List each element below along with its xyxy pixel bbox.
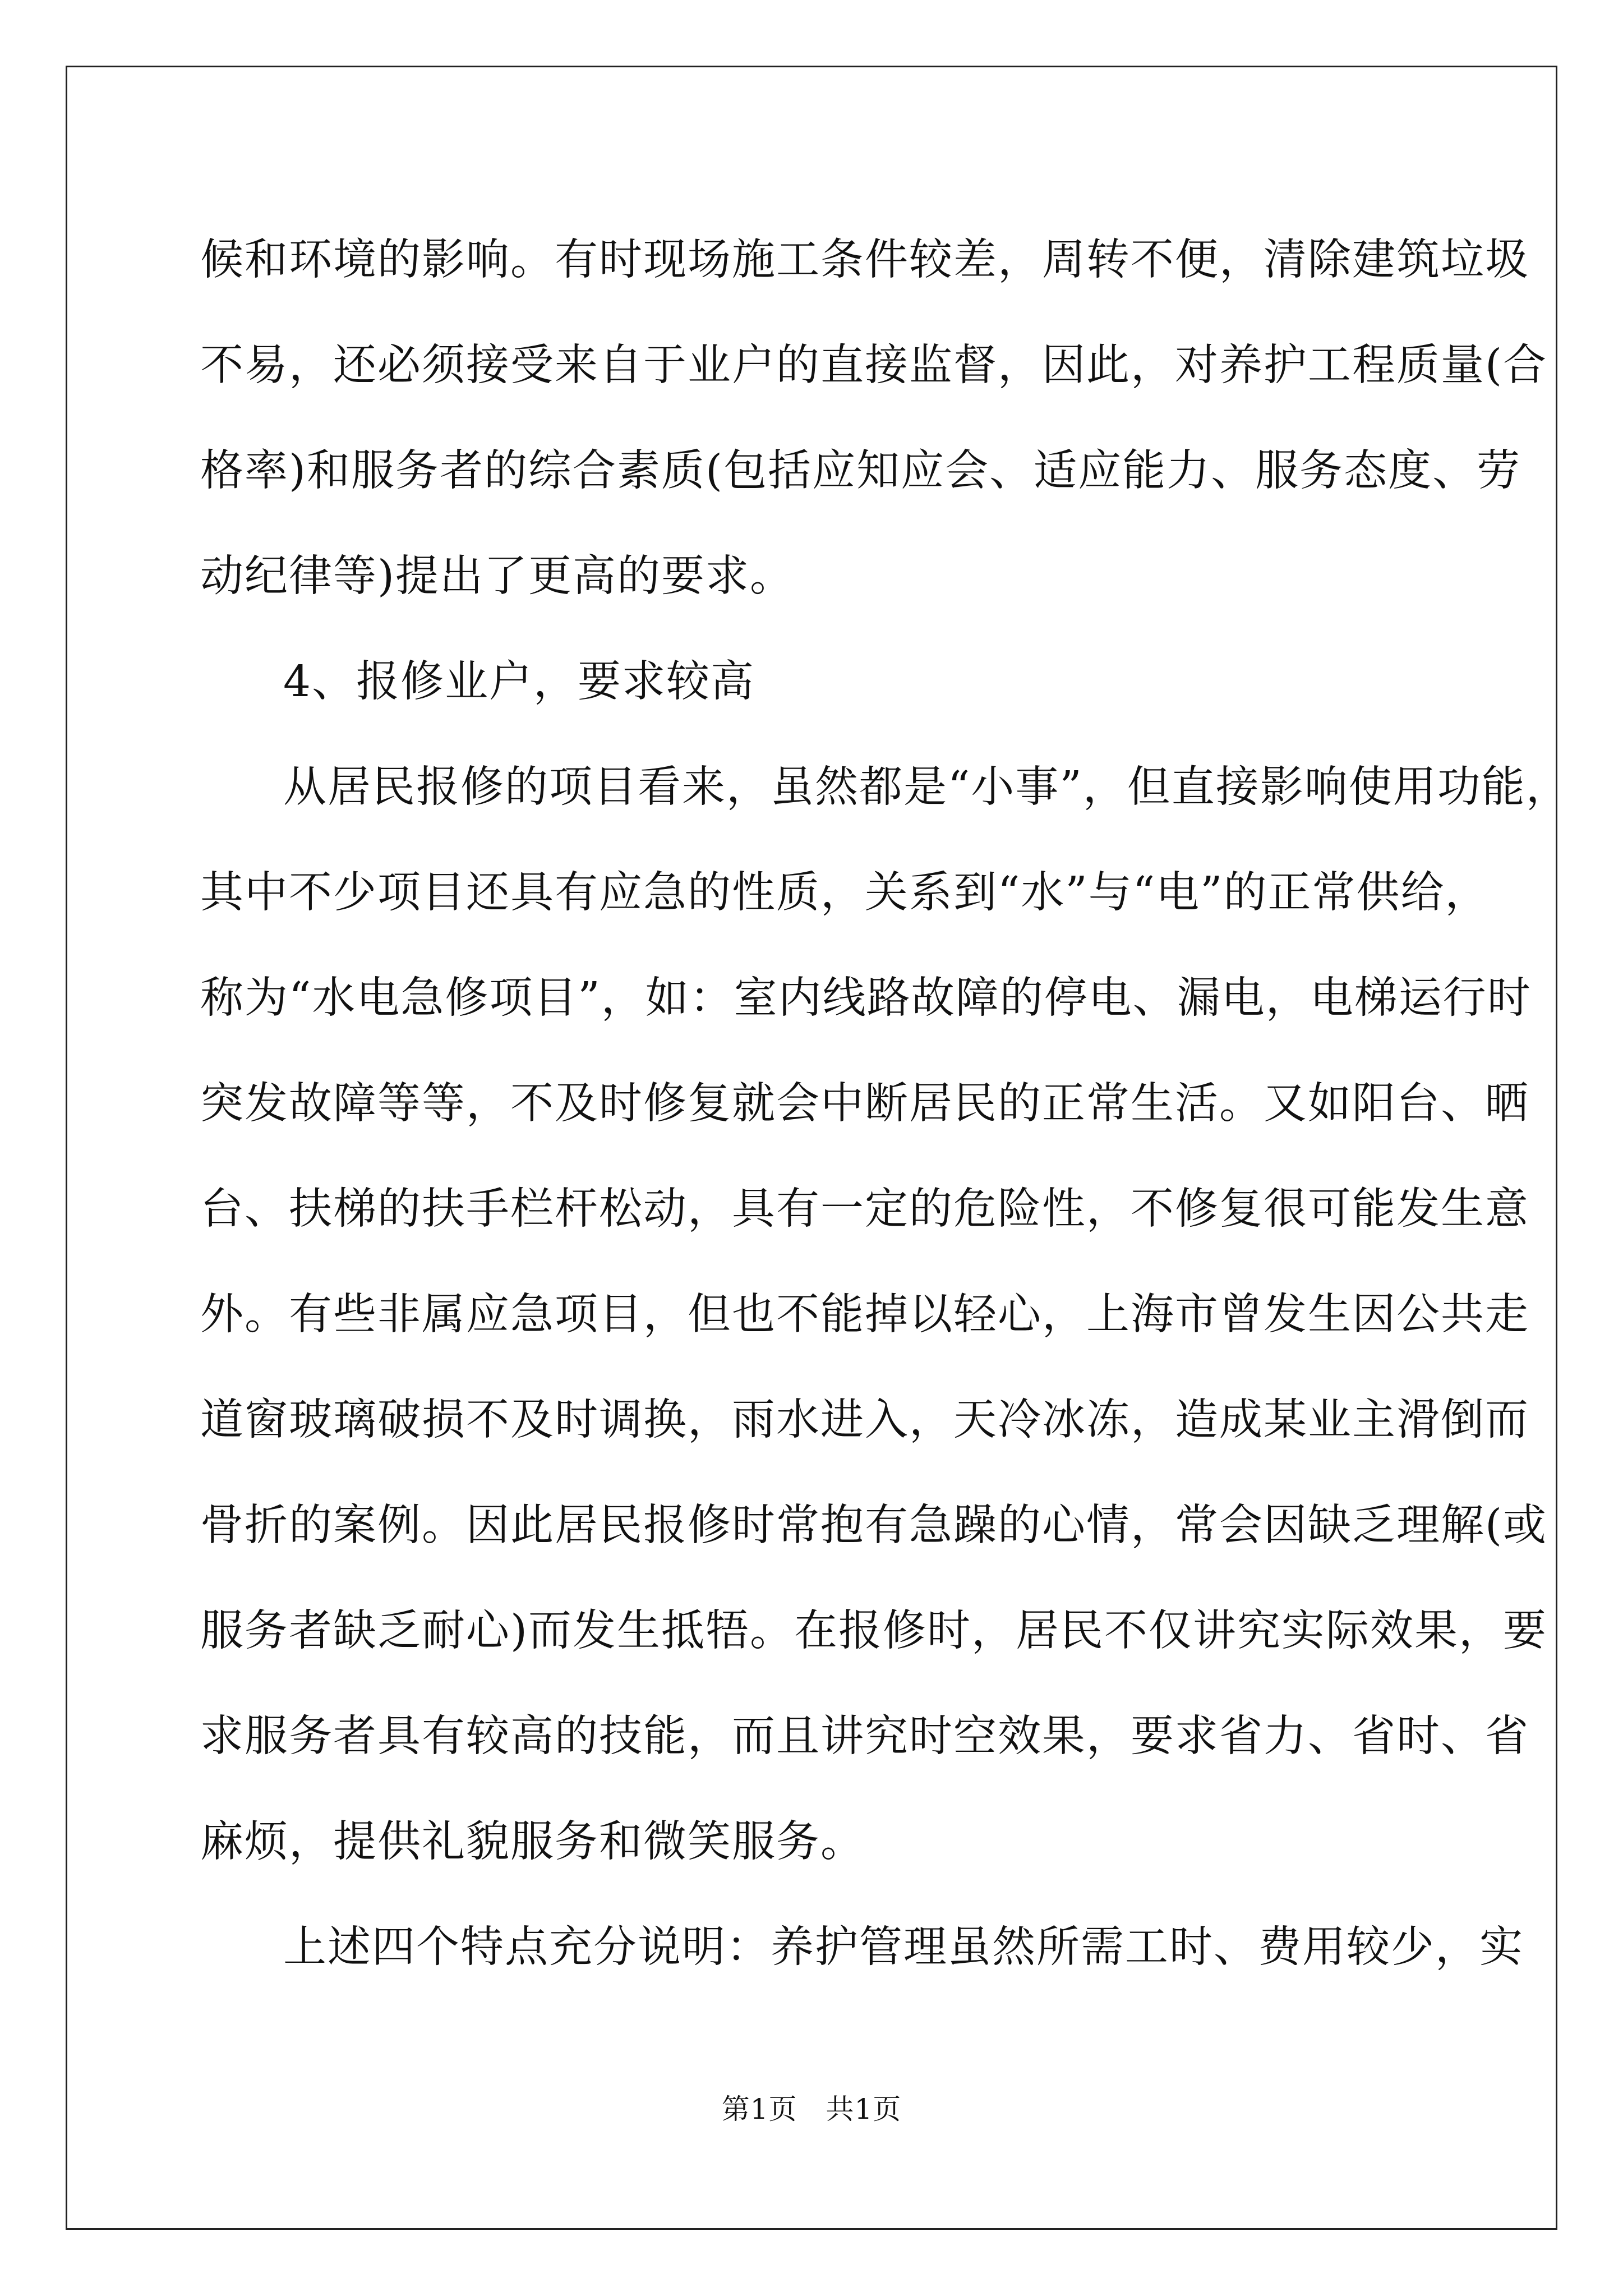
- paragraph-line: 动纪律等)提出了更高的要求。: [200, 551, 795, 601]
- document-body: [200, 208, 1570, 2000]
- page-footer: 第1页 共1页: [721, 2093, 902, 2125]
- paragraph-line: 称为“水电急修项目”，如：室内线路故障的停电、漏电，电梯运行时: [200, 973, 1532, 1023]
- paragraph-line: 道窗玻璃破损不及时调换，雨水进入，天冷冰冻，造成某业主滑倒而: [200, 1395, 1529, 1445]
- paragraph-line: 骨折的案例。因此居民报修时常抱有急躁的心情，常会因缺乏理解(或: [200, 1501, 1548, 1550]
- paragraph-line: 从居民报修的项目看来，虽然都是“小事”，但直接影响使用功能，: [283, 762, 1570, 812]
- paragraph-line: 麻烦，提供礼貌服务和微笑服务。: [200, 1817, 865, 1867]
- paragraph-line: 求服务者具有较高的技能，而且讲究时空效果，要求省力、省时、省: [200, 1711, 1529, 1761]
- paragraph-line: 候和环境的影响。有时现场施工条件较差，周转不便，清除建筑垃圾: [200, 235, 1529, 285]
- paragraph-line: 突发故障等等，不及时修复就会中断居民的正常生活。又如阳台、晒: [200, 1079, 1529, 1129]
- paragraph-line: 服务者缺乏耐心)而发生抵牾。在报修时，居民不仅讲究实际效果，要: [200, 1606, 1548, 1656]
- paragraph-line: 格率)和服务者的综合素质(包括应知应会、适应能力、服务态度、劳: [200, 446, 1521, 496]
- paragraph-line: 台、扶梯的扶手栏杆松动，具有一定的危险性，不修复很可能发生意: [200, 1184, 1529, 1234]
- paragraph-line: 上述四个特点充分说明：养护管理虽然所需工时、费用较少，实: [283, 1922, 1524, 1972]
- section-heading: 4、报修业户，要求较高: [283, 657, 755, 707]
- paragraph-line: 外。有些非属应急项目，但也不能掉以轻心，上海市曾发生因公共走: [200, 1290, 1529, 1340]
- paragraph-line: 不易，还必须接受来自于业户的直接监督，因此，对养护工程质量(合: [200, 341, 1548, 390]
- paragraph-line: 其中不少项目还具有应急的性质，关系到“水”与“电”的正常供给，: [200, 868, 1490, 918]
